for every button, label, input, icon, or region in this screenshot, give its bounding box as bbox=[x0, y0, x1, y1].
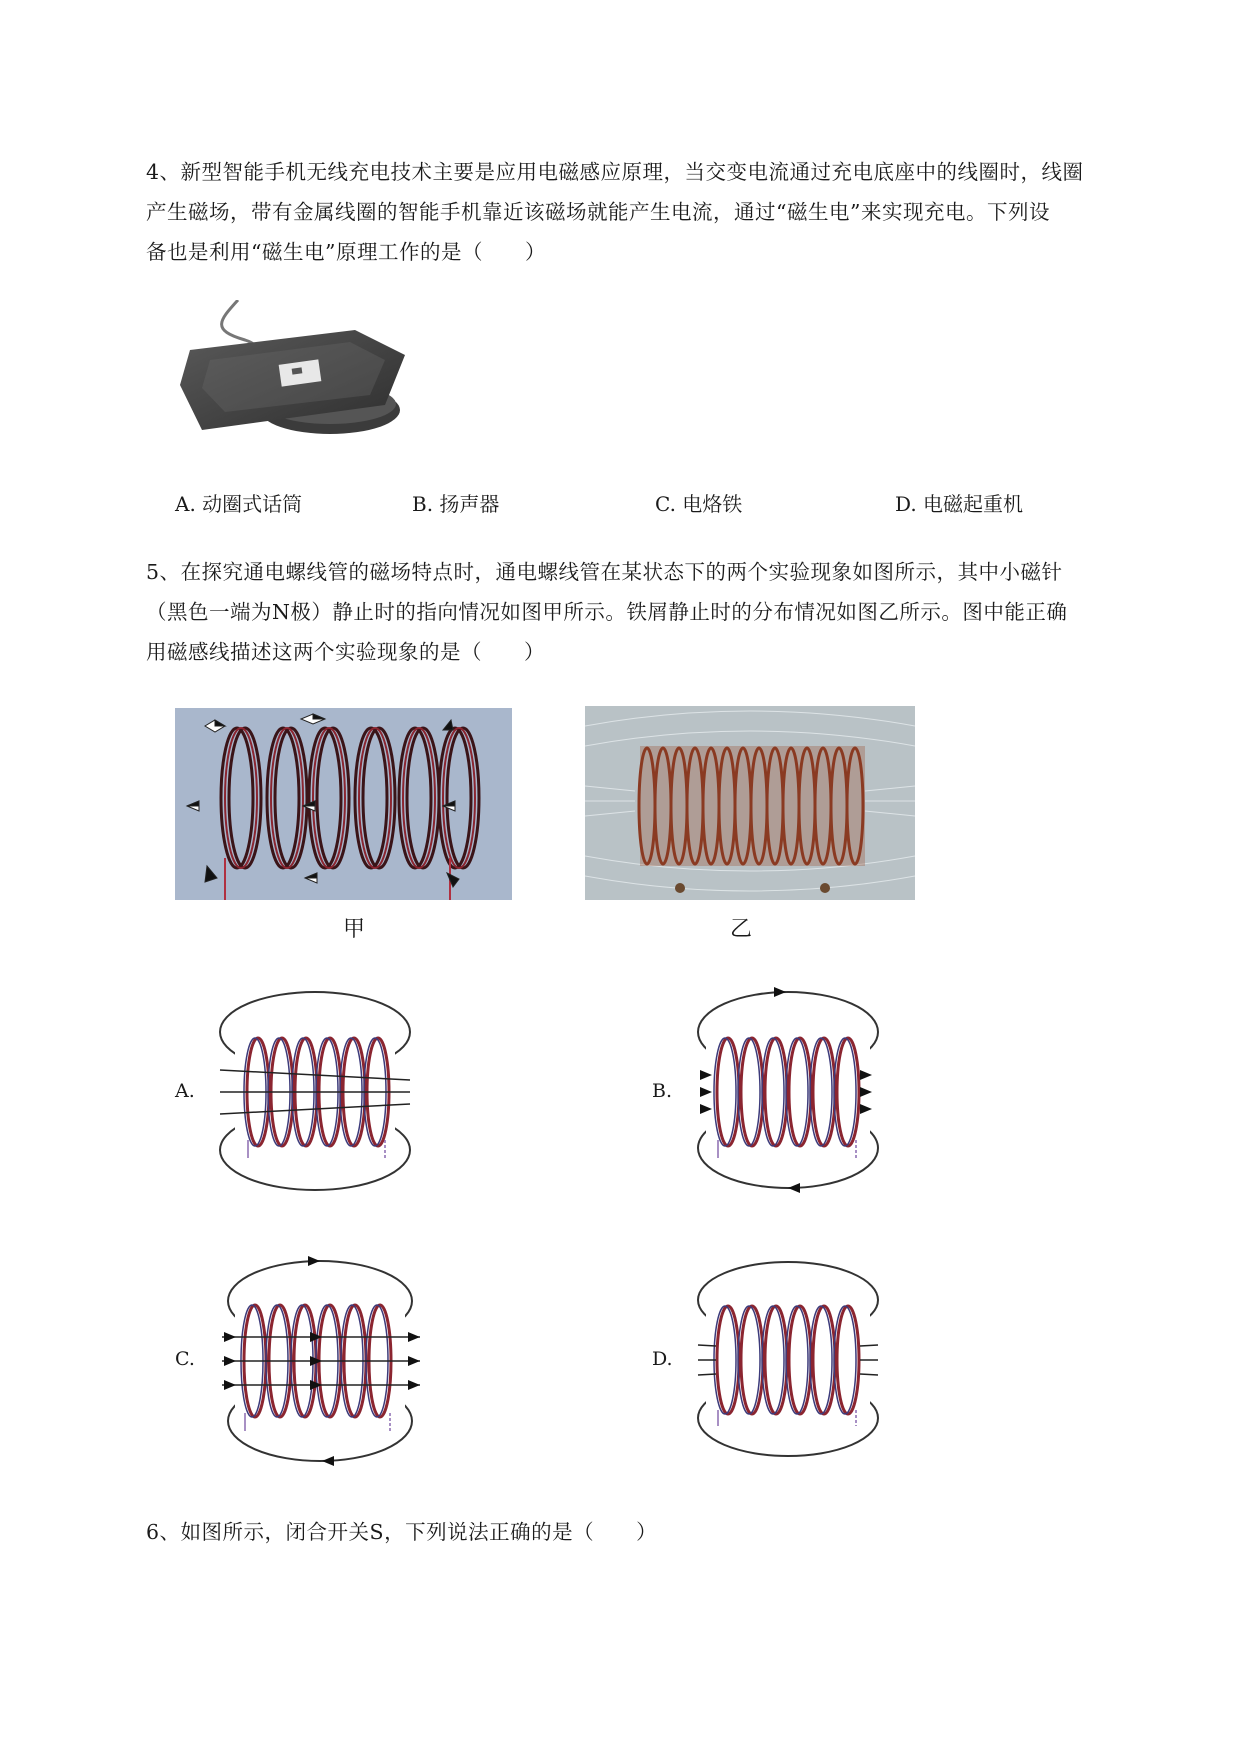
q5-diagram-b[interactable] bbox=[688, 980, 888, 1200]
q5-option-a-label[interactable]: A. bbox=[175, 1080, 195, 1102]
question-4-line-1: 4、新型智能手机无线充电技术主要是应用电磁感应原理，当交变电流通过充电底座中的线圈时，线圈 bbox=[146, 160, 1084, 184]
caption-jia: 甲 bbox=[343, 917, 366, 942]
caption-yi: 乙 bbox=[730, 917, 753, 942]
q4-option-a[interactable]: A. 动圈式话筒 bbox=[175, 492, 303, 516]
q4-option-d[interactable]: D. 电磁起重机 bbox=[895, 492, 1024, 516]
question-4-line-2: 产生磁场，带有金属线圈的智能手机靠近该磁场就能产生电流，通过“磁生电”来实现充电。下列设 bbox=[146, 200, 1050, 224]
question-5-line-1: 5、在探究通电螺线管的磁场特点时，通电螺线管在某状态下的两个实验现象如图所示，其中小磁针 bbox=[146, 560, 1063, 584]
q5-option-d-label[interactable]: D. bbox=[652, 1348, 673, 1370]
question-4 bbox=[146, 152, 1146, 272]
q5-option-b-label[interactable]: B. bbox=[652, 1080, 673, 1102]
q5-diagram-a[interactable] bbox=[210, 980, 420, 1205]
q5-option-c-label[interactable]: C. bbox=[175, 1348, 195, 1370]
question-5-line-2: （黑色一端为N极）静止时的指向情况如图甲所示。铁屑静止时的分布情况如图乙所示。图中能正确 bbox=[146, 600, 1068, 624]
question-5 bbox=[146, 552, 1146, 672]
q5-diagram-d[interactable] bbox=[688, 1250, 888, 1465]
q4-option-c[interactable]: C. 电烙铁 bbox=[655, 492, 743, 516]
wireless-charger-image bbox=[180, 300, 420, 450]
question-6 bbox=[146, 1512, 1146, 1552]
q4-option-b[interactable]: B. 扬声器 bbox=[412, 492, 500, 516]
q5-diagram-c[interactable] bbox=[210, 1245, 430, 1475]
coil-iron-filings-photo bbox=[585, 706, 915, 900]
question-6-line-1: 6、如图所示，闭合开关S，下列说法正确的是（ ） bbox=[146, 1520, 658, 1544]
question-4-line-3: 备也是利用“磁生电”原理工作的是（ ） bbox=[146, 240, 546, 264]
question-5-line-3: 用磁感线描述这两个实验现象的是（ ） bbox=[146, 640, 545, 664]
coil-compass-photo bbox=[175, 708, 512, 900]
